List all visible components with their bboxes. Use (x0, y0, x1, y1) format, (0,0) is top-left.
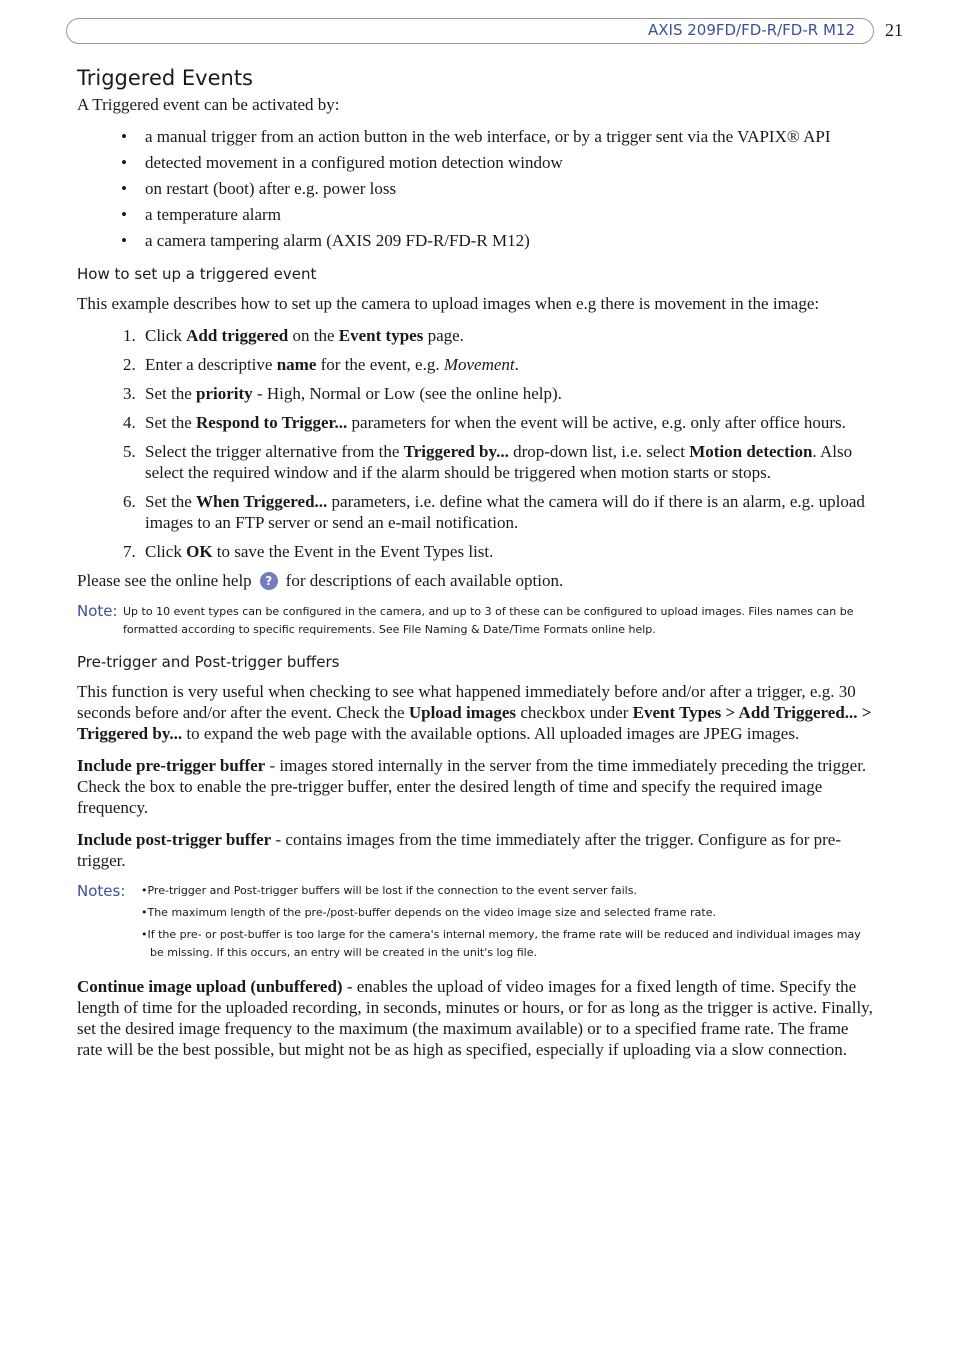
page-content (77, 66, 873, 1071)
header-title: AXIS 209FD/FD-R/FD-R M12 (648, 21, 855, 39)
list-item: • a temperature alarm (121, 205, 281, 224)
note-item: •The maximum length of the pre-/post-buffer depends on the video image size and selected frame rate. (141, 906, 716, 919)
bullet-icon: • (121, 231, 127, 250)
step-item: 5. Select the trigger alternative from the Triggered by... drop-down list, i.e. select Motion detection. Also select the required window and if the alarm should be triggered when motion starts or stops. (123, 442, 853, 482)
note-item: •If the pre- or post-buffer is too large for the camera's internal memory, the frame rate will be reduced and individual images may be missing. If this occurs, an entry will be created in the unit's log file. (141, 928, 861, 959)
help-question-icon: ? (260, 572, 278, 590)
list-item: • a camera tampering alarm (AXIS 209 FD-R/FD-R M12) (121, 231, 530, 250)
list-item: • a manual trigger from an action button in the web interface, or by a trigger sent via the VAPIX® API (121, 127, 831, 146)
page-number: 21 (885, 20, 903, 40)
setup-steps (77, 325, 873, 562)
setup-heading: How to set up a triggered event (77, 265, 317, 283)
list-item: • detected movement in a configured motion detection window (121, 153, 563, 172)
step-item: 4. Set the Respond to Trigger... parameters for when the event will be active, e.g. only after office hours. (123, 413, 846, 432)
notes-list (141, 882, 873, 962)
online-help-text: Please see the online help ? for descriptions of each available option. (77, 571, 564, 590)
notes-label: Notes: (77, 882, 126, 900)
step-item: 1. Click Add triggered on the Event types page. (123, 326, 464, 345)
note-label: Note: (77, 602, 118, 620)
step-item: 2. Enter a descriptive name for the event, e.g. Movement. (123, 355, 519, 374)
step-item: 3. Set the priority - High, Normal or Low (see the online help). (123, 384, 562, 403)
section-intro: A Triggered event can be activated by: (77, 95, 340, 114)
list-item: • on restart (boot) after e.g. power loss (121, 179, 397, 198)
setup-intro: This example describes how to set up the camera to upload images when e.g there is movement in the image: (77, 294, 820, 313)
note-item: •Pre-trigger and Post-trigger buffers will be lost if the connection to the event server fails. (141, 884, 637, 897)
note-text: Up to 10 event types can be configured in the camera, and up to 3 of these can be configured to upload images. Files names can be formatted according to specific requirements. See File Naming & Date/Time Formats online help. (123, 605, 854, 636)
bullet-icon: • (121, 205, 127, 224)
section-title: Triggered Events (77, 66, 253, 90)
bullet-icon: • (121, 153, 127, 172)
step-item: 6. Set the When Triggered... parameters, i.e. define what the camera will do if there is an alarm, e.g. upload images to an FTP server or send an e-mail notification. (123, 492, 865, 532)
buffers-paragraph-1: This function is very useful when checking to see what happened immediately before and/or after a trigger, e.g. 30 seconds before and/or after the event. Check the Upload images checkbox under Event Types > Add Triggered... > Triggered by... to expand the web page with the available options. All uploaded images are JPEG images. (77, 682, 872, 743)
header-bar (66, 18, 874, 44)
pre-trigger-paragraph: Include pre-trigger buffer - images stored internally in the server from the time immediately preceding the trigger. Check the box to enable the pre-trigger buffer, enter the desired length of time and specify the required image frequency. (77, 756, 867, 817)
unbuffered-paragraph: Continue image upload (unbuffered) - enables the upload of video images for a fixed length of time. Specify the length of time for the uploaded recording, in seconds, minutes or hours, or for as long as the trigger is active. Finally, set the desired image frequency to the maximum (the maximum available) or to a specified frame rate. The frame rate will be the best possible, but might not be as high as specified, especially if uploading via a slow connection. (77, 977, 873, 1059)
bullet-icon: • (121, 127, 127, 146)
bullet-icon: • (121, 179, 127, 198)
buffers-heading: Pre-trigger and Post-trigger buffers (77, 653, 340, 671)
post-trigger-paragraph: Include post-trigger buffer - contains images from the time immediately after the trigger. Configure as for pre-trigger. (77, 830, 842, 870)
trigger-sources-list (77, 126, 873, 251)
notes-block (77, 882, 873, 962)
note-block (77, 602, 873, 639)
step-item: 7. Click OK to save the Event in the Event Types list. (123, 542, 494, 561)
